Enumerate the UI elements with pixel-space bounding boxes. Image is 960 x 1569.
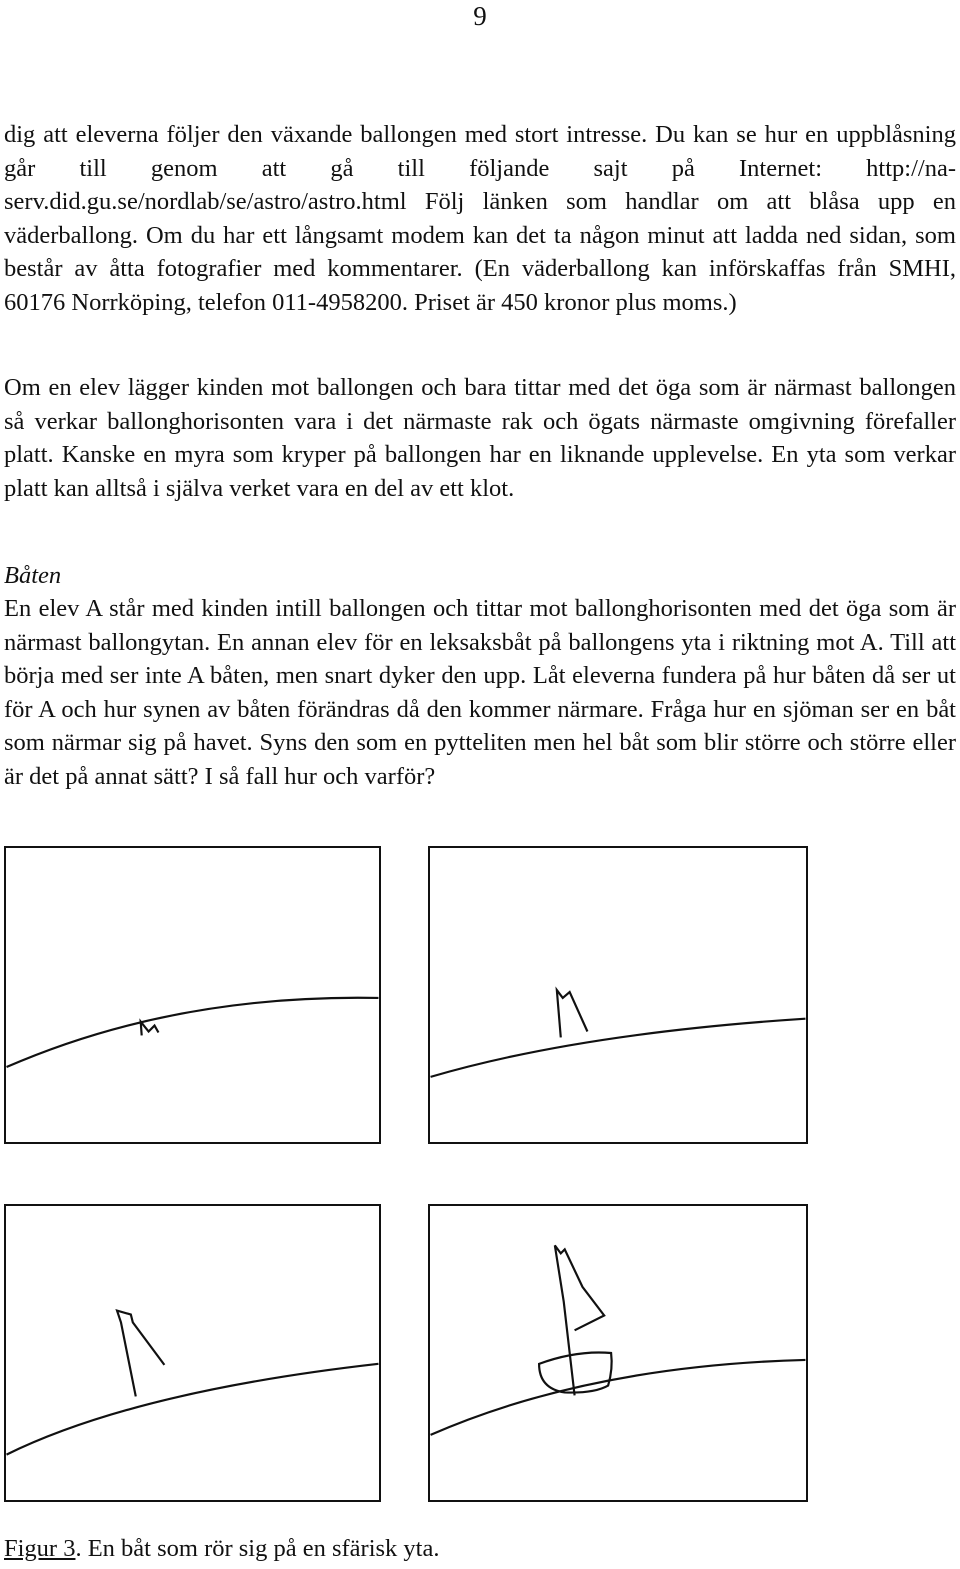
section-heading: Båten	[4, 562, 62, 589]
figure-label: Figur 3	[4, 1535, 76, 1562]
boat-sail-icon	[117, 1311, 164, 1397]
figure-panel-4	[428, 1204, 808, 1502]
figure-panel-2	[428, 846, 808, 1144]
paragraph-balloon-horizon: Om en elev lägger kinden mot ballongen och bara tittar med det öga som är närmast ballongen så verkar ballonghorisonten vara i det närmaste rak och ögats närmaste omgivning förefaller platt. Kanske en myra som kryper på ballongen har en liknande upplevelse. En yta som verkar platt kan alltså i själva verket vara en del av ett klot.	[4, 374, 956, 502]
figure-panel-1	[4, 846, 381, 1144]
boat-mast-tip-icon	[141, 1022, 159, 1036]
figure-panel-1-drawing	[6, 848, 379, 1142]
paragraph-boat: En elev A står med kinden intill ballongen och tittar mot ballonghorisonten med det öga som är närmast ballongytan. En annan elev för en leksaksbåt på ballongens yta i riktning mot A. Till att börja med ser inte A båten, men snart dyker den upp. Låt eleverna fundera på hur båten då ser ut för A och hur synen av båten förändras då den kommer närmare. Fråga hur en sjöman ser en båt som närmar sig på havet. Syns den som en pytteliten men hel båt som blir större och större eller är det på annat sätt? I så fall hur och varför?	[4, 595, 956, 790]
horizon-curve	[431, 1360, 806, 1435]
figure-caption-text: . En båt som rör sig på en sfärisk yta.	[75, 1535, 440, 1562]
boat-sail-top-icon	[557, 990, 588, 1037]
figure-caption	[4, 1533, 440, 1565]
horizon-curve	[7, 1364, 379, 1455]
figure-panel-3-drawing	[6, 1206, 379, 1500]
figure-panel-4-drawing	[430, 1206, 806, 1500]
horizon-curve	[431, 1019, 806, 1077]
figure-panel-2-drawing	[430, 848, 806, 1142]
paragraph-intro: dig att eleverna följer den växande ballongen med stort intresse. Du kan se hur en uppblåsning går till genom att gå till följande sajt på Internet: http://na-serv.did.gu.se/nordlab/se/astro/astro.html Följ länken som handlar om att blåsa upp en väderballong. Om du har ett långsamt modem kan det ta någon minut att ladda ned sidan, som består av åtta fotografier med kommentarer. (En väderballong kan införskaffas från SMHI, 60176 Norrköping, telefon 011-4958200. Priset är 450 kronor plus moms.)	[4, 121, 956, 316]
figure-panel-3	[4, 1204, 381, 1502]
page-number: 9	[473, 1, 487, 31]
boat-full-icon	[539, 1245, 612, 1395]
horizon-curve	[7, 998, 379, 1067]
